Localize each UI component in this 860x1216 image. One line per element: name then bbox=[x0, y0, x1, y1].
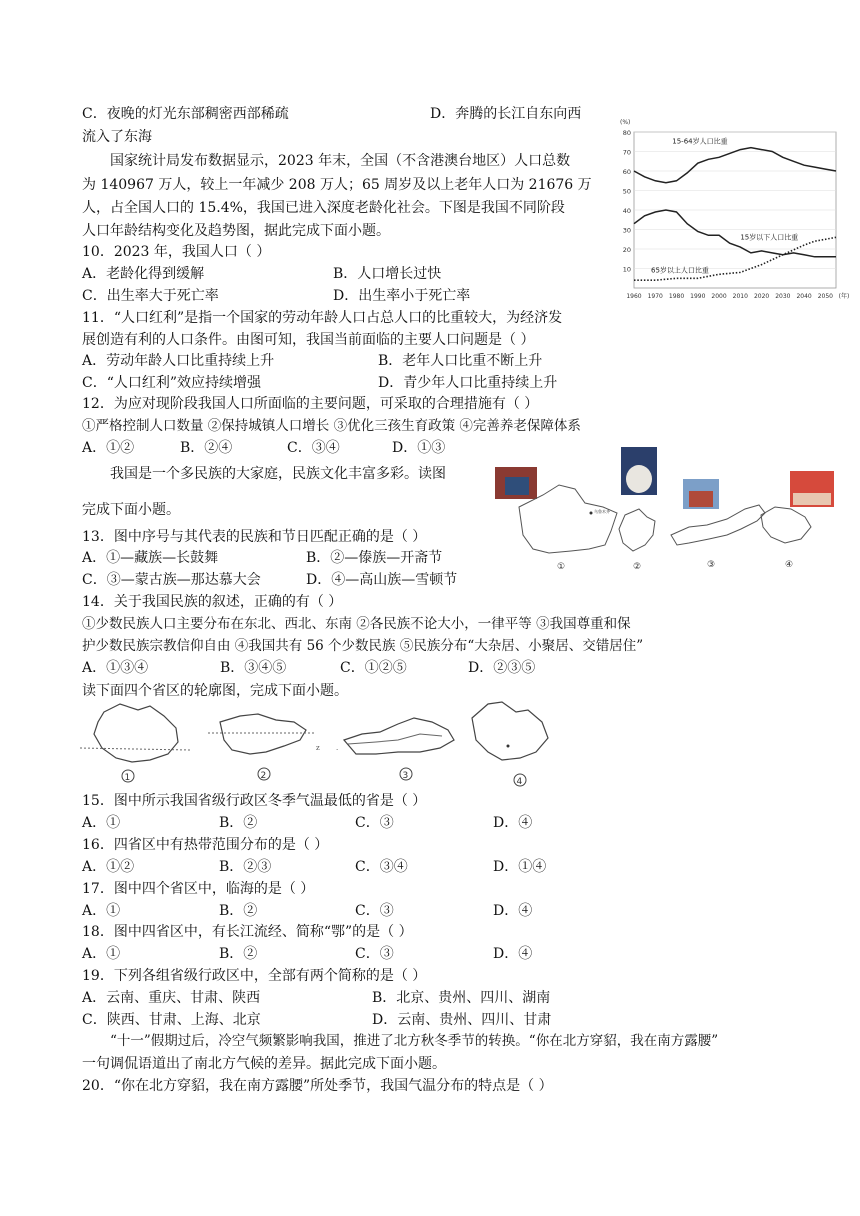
svg-text:②: ② bbox=[633, 562, 642, 572]
q15-option-c: C．③ bbox=[355, 815, 394, 831]
passage-provinces: 读下面四个省区的轮廓图，完成下面小题。 bbox=[82, 683, 348, 699]
q10-option-c: C．出生率大于死亡率 bbox=[82, 288, 219, 304]
q16-option-d: D．①④ bbox=[493, 859, 547, 875]
x-tick-label: 1960 bbox=[626, 293, 642, 300]
q16-option-a: A．①② bbox=[82, 859, 135, 875]
q10-option-b: B．人口增长过快 bbox=[333, 266, 442, 282]
q18-option-a: A．① bbox=[82, 946, 121, 962]
svg-text:4: 4 bbox=[516, 777, 523, 787]
passage-ethnic: 完成下面小题。 bbox=[82, 502, 180, 518]
q13-option-a: A．①—藏族—长鼓舞 bbox=[82, 550, 219, 566]
x-tick-label: 1980 bbox=[668, 293, 685, 300]
question-20: 20．“你在北方穿貂，我在南方露腰”所处季节，我国气温分布的特点是（ ） bbox=[82, 1078, 553, 1094]
q9-option-d: D．奔腾的长江自东向西 bbox=[430, 106, 582, 122]
ethnic-maps bbox=[493, 447, 838, 572]
series-label: 65岁以上人口比重 bbox=[651, 266, 709, 275]
x-tick-label: 2040 bbox=[796, 293, 812, 300]
question-11: 11．“人口红利”是指一个国家的劳动年龄人口占总人口的比重较大，为经济发 bbox=[82, 310, 563, 326]
q12-option-d: D．①③ bbox=[392, 440, 446, 456]
svg-text:①: ① bbox=[557, 562, 566, 572]
y-tick-label: 20 bbox=[622, 246, 631, 254]
q17-option-b: B．② bbox=[219, 903, 258, 919]
passage-population: 国家统计局发布数据显示，2023 年末，全国（不含港澳台地区）人口总数 bbox=[110, 153, 571, 169]
q12-option-c: C．③④ bbox=[287, 440, 340, 456]
q14-option-c: C．①②⑤ bbox=[340, 660, 407, 676]
q18-option-c: C．③ bbox=[355, 946, 394, 962]
outline-3 bbox=[671, 505, 765, 545]
q13-option-d: D．④—高山族—雪顿节 bbox=[306, 572, 458, 588]
outline-4 bbox=[761, 507, 811, 543]
x-tick-label: 2010 bbox=[732, 293, 748, 300]
svg-text:乌鲁木齐: 乌鲁木齐 bbox=[594, 509, 610, 514]
question-15: 15．图中所示我国省级行政区冬季气温最低的省是（ ） bbox=[82, 793, 427, 809]
question-18: 18．图中四省区中，有长江流经、简称“鄂”的是（ ） bbox=[82, 924, 413, 940]
y-tick-label: 10 bbox=[622, 265, 631, 274]
y-axis-unit: (%) bbox=[620, 119, 631, 126]
x-tick-label: 2030 bbox=[775, 293, 791, 300]
x-tick-label: 2050 bbox=[817, 293, 834, 300]
series-label: 15-64岁人口比重 bbox=[672, 137, 728, 146]
svg-text:④: ④ bbox=[785, 560, 794, 570]
passage-ethnic: 我国是一个多民族的大家庭，民族文化丰富多彩。读图 bbox=[110, 466, 446, 482]
q14-option-b: B．③④⑤ bbox=[220, 660, 287, 676]
y-tick-label: 70 bbox=[622, 148, 631, 157]
q9-option-d-cont: 流入了东海 bbox=[82, 129, 152, 145]
province-outline-4 bbox=[472, 702, 548, 760]
q19-option-d: D．云南、贵州、四川、甘肃 bbox=[372, 1012, 552, 1028]
q16-option-b: B．②③ bbox=[219, 859, 272, 875]
q14-option-a: A．①③④ bbox=[82, 660, 149, 676]
q17-option-a: A．① bbox=[82, 903, 121, 919]
q13-option-b: B．②—傣族—开斋节 bbox=[306, 550, 443, 566]
population-age-structure-chart bbox=[612, 112, 850, 308]
y-tick-label: 80 bbox=[622, 129, 631, 137]
y-tick-label: 40 bbox=[622, 207, 631, 215]
q11-option-d: D．青少年人口比重持续上升 bbox=[378, 375, 558, 391]
x-axis-unit: (年) bbox=[838, 293, 850, 300]
q10-option-d: D．出生率小于死亡率 bbox=[333, 288, 471, 304]
q12-option-a: A．①② bbox=[82, 440, 135, 456]
province-outlines bbox=[80, 700, 580, 792]
svg-text:z: z bbox=[316, 744, 320, 752]
q15-option-d: D．④ bbox=[493, 815, 533, 831]
svg-text:2: 2 bbox=[260, 771, 267, 781]
question-12: 12．为应对现阶段我国人口所面临的主要问题，可采取的合理措施有（ ） bbox=[82, 396, 539, 412]
x-tick-label: 2000 bbox=[711, 293, 727, 300]
province-outline-2 bbox=[220, 714, 306, 754]
question-17: 17．图中四个省区中，临海的是（ ） bbox=[82, 881, 315, 897]
passage-population: 人口年龄结构变化及趋势图，据此完成下面小题。 bbox=[82, 223, 390, 239]
q15-option-a: A．① bbox=[82, 815, 121, 831]
passage-population: 为 140967 万人，较上一年减少 208 万人；65 周岁及以上老年人口为 21676 万 bbox=[82, 177, 592, 193]
x-tick-label: 2020 bbox=[753, 293, 770, 300]
question-11: 展创造有利的人口条件。由图可知，我国当前面临的主要人口问题是（ ） bbox=[82, 332, 535, 348]
q18-option-b: B．② bbox=[219, 946, 258, 962]
passage-population: 人，占全国人口的 15.4%，我国已进入深度老龄化社会。下图是我国不同阶段 bbox=[82, 200, 565, 216]
svg-text:3: 3 bbox=[402, 771, 409, 781]
q19-option-b: B．北京、贵州、四川、湖南 bbox=[372, 990, 551, 1006]
q11-option-c: C．“人口红利”效应持续增强 bbox=[82, 375, 262, 391]
q11-option-a: A．劳动年龄人口比重持续上升 bbox=[82, 353, 275, 369]
q9-option-c: C．夜晚的灯光东部稠密西部稀疏 bbox=[82, 106, 289, 122]
q15-option-b: B．② bbox=[219, 815, 258, 831]
ethnic-provinces-figure bbox=[493, 447, 838, 572]
x-tick-label: 1970 bbox=[647, 293, 663, 300]
question-16: 16．四省区中有热带范围分布的是（ ） bbox=[82, 837, 329, 853]
series-label: 15岁以下人口比重 bbox=[740, 233, 799, 242]
q16-option-c: C．③④ bbox=[355, 859, 408, 875]
province-outline-1 bbox=[94, 704, 178, 762]
x-tick-label: 1990 bbox=[690, 293, 706, 300]
svg-text:.: . bbox=[336, 744, 339, 752]
series-line bbox=[634, 148, 836, 183]
svg-text:1: 1 bbox=[124, 773, 131, 783]
q17-option-d: D．④ bbox=[493, 903, 533, 919]
q14-statements: 护少数民族宗教信仰自由 ④我国共有 56 个少数民族 ⑤民族分布“大杂居、小聚居、交错居住” bbox=[82, 638, 644, 654]
q10-option-a: A．老龄化得到缓解 bbox=[82, 266, 205, 282]
passage-climate: “十一”假期过后，冷空气频繁影响我国，推进了北方秋冬季节的转换。“你在北方穿貂，我在南方露腰” bbox=[110, 1033, 719, 1049]
passage-climate: 一句调侃语道出了南北方气候的差异。据此完成下面小题。 bbox=[82, 1056, 446, 1072]
q13-option-c: C．③—蒙古族—那达慕大会 bbox=[82, 572, 261, 588]
q18-option-d: D．④ bbox=[493, 946, 533, 962]
outline-2 bbox=[619, 509, 655, 551]
y-tick-label: 30 bbox=[622, 226, 631, 235]
q12-measures: ①严格控制人口数量 ②保持城镇人口增长 ③优化三孩生育政策 ④完善养老保障体系 bbox=[82, 418, 581, 434]
q12-option-b: B．②④ bbox=[180, 440, 233, 456]
q19-option-c: C．陕西、甘肃、上海、北京 bbox=[82, 1012, 261, 1028]
series-line bbox=[634, 210, 836, 257]
y-tick-label: 50 bbox=[622, 187, 631, 196]
q14-statements: ①少数民族人口主要分布在东北、西北、东南 ②各民族不论大小，一律平等 ③我国尊重和保 bbox=[82, 616, 631, 632]
question-10: 10．2023 年，我国人口（ ） bbox=[82, 244, 271, 260]
province-outlines-figure bbox=[80, 700, 580, 792]
q14-option-d: D．②③⑤ bbox=[468, 660, 536, 676]
question-13: 13．图中序号与其代表的民族和节日匹配正确的是（ ） bbox=[82, 529, 427, 545]
q17-option-c: C．③ bbox=[355, 903, 394, 919]
y-tick-label: 60 bbox=[622, 168, 631, 176]
q11-option-b: B．老年人口比重不断上升 bbox=[378, 353, 543, 369]
chart-svg bbox=[612, 112, 850, 308]
svg-text:③: ③ bbox=[707, 560, 716, 570]
q19-option-a: A．云南、重庆、甘肃、陕西 bbox=[82, 990, 261, 1006]
question-19: 19．下列各组省级行政区中，全部有两个简称的是（ ） bbox=[82, 968, 427, 984]
question-14: 14．关于我国民族的叙述，正确的有（ ） bbox=[82, 594, 343, 610]
